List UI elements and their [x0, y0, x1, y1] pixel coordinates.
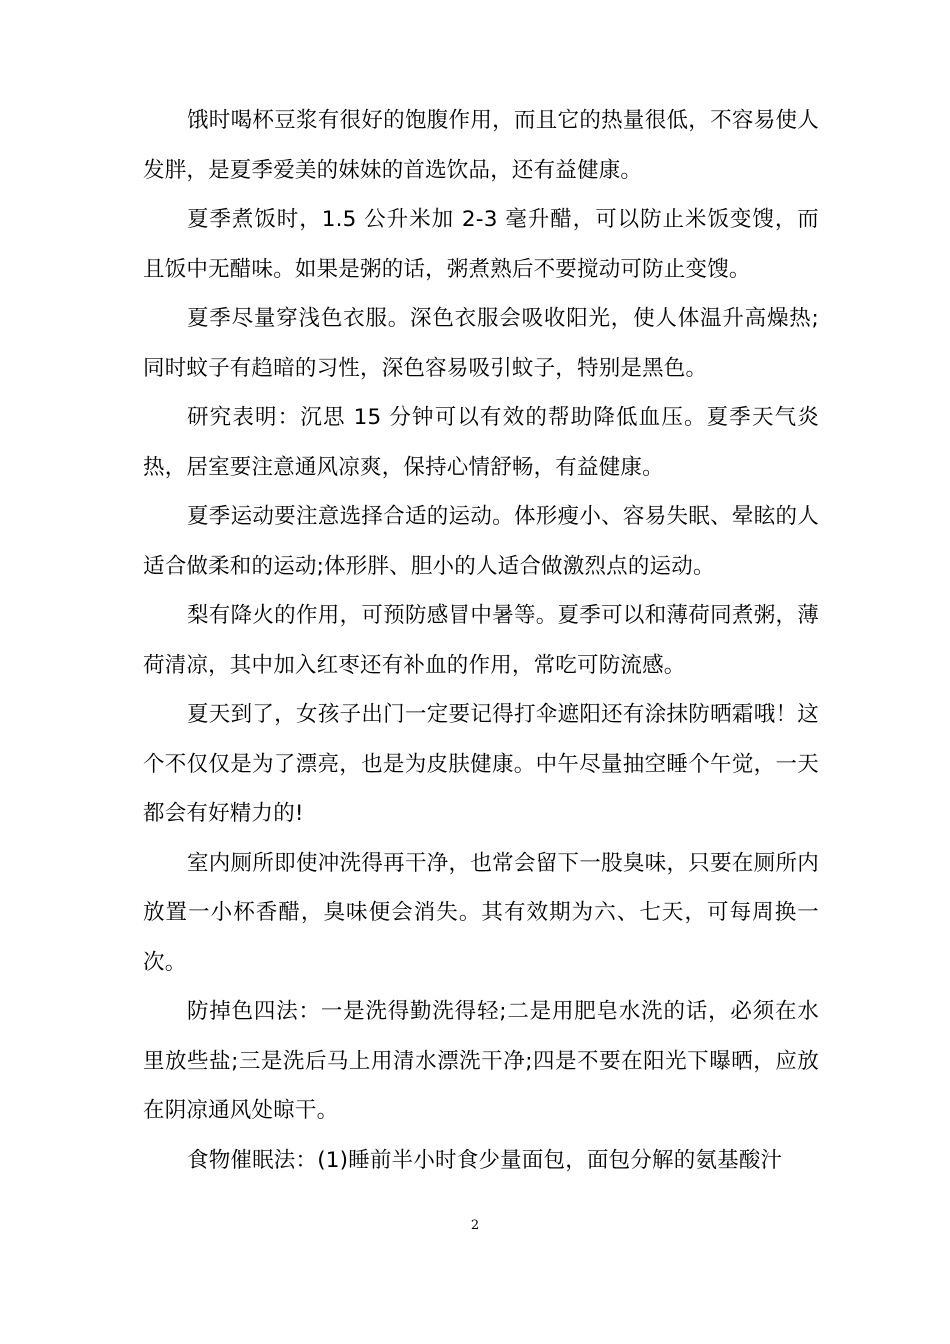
paragraph-pear: 梨有降火的作用，可预防感冒中暑等。夏季可以和薄荷同煮粥，薄荷清凉，其中加入红枣还有补血的作用，常吃可防流感。	[143, 603, 819, 678]
paragraph-toilet-vinegar: 室内厕所即使冲洗得再干净，也常会留下一股臭味，只要在厕所内放置一小杯香醋，臭味便会消失。其有效期为六、七天，可每周换一次。	[143, 850, 819, 975]
paragraph-light-clothes: 夏季尽量穿浅色衣服。深色衣服会吸收阳光，使人体温升高燥热;同时蚊子有趋暗的习性，深色容易吸引蚊子，特别是黑色。	[143, 306, 819, 381]
paragraph-sunscreen: 夏天到了，女孩子出门一定要记得打伞遮阳还有涂抹防晒霜哦！这个不仅仅是为了漂亮，也是为皮肤健康。中午尽量抽空睡个午觉，一天都会有好精力的!	[143, 702, 819, 826]
paragraph-exercise: 夏季运动要注意选择合适的运动。体形瘦小、容易失眠、晕眩的人适合做柔和的运动;体形胖、胆小的人适合做激烈点的运动。	[143, 504, 819, 579]
document-body	[143, 96, 819, 1185]
paragraph-color-fading: 防掉色四法：一是洗得勤洗得轻;二是用肥皂水洗的话，必须在水里放些盐;三是洗后马上用清水漂洗干净;四是不要在阳光下曝晒，应放在阴凉通风处晾干。	[143, 999, 819, 1123]
page-number: 2	[470, 1218, 480, 1233]
paragraph-sleep-food: 食物催眠法：(1)睡前半小时食少量面包，面包分解的氨基酸汁	[187, 1147, 783, 1173]
paragraph-rice-vinegar: 夏季煮饭时，1.5 公升米加 2-3 毫升醋，可以防止米饭变馊，而且饭中无醋味。如果是粥的话，粥煮熟后不要搅动可防止变馊。	[143, 207, 819, 282]
paragraph-soy-milk: 饿时喝杯豆浆有很好的饱腹作用，而且它的热量很低，不容易使人发胖，是夏季爱美的妹妹的首选饮品，还有益健康。	[143, 108, 819, 183]
paragraph-meditation: 研究表明：沉思 15 分钟可以有效的帮助降低血压。夏季天气炎热，居室要注意通风凉爽，保持心情舒畅，有益健康。	[143, 405, 819, 480]
